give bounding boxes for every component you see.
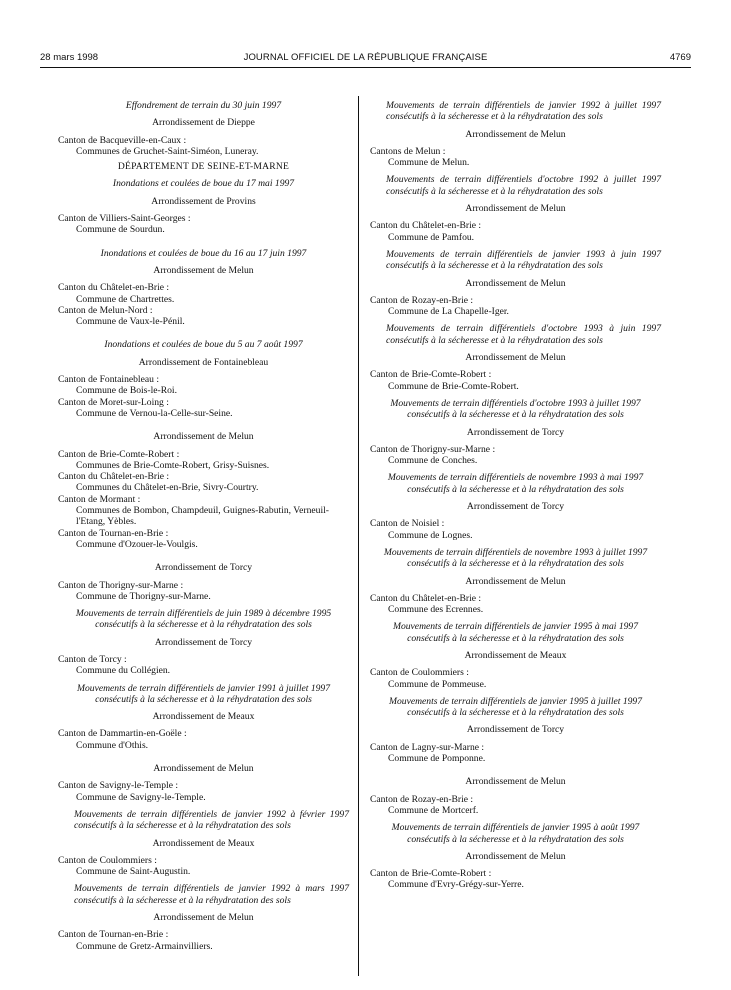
arrondissement-label: Arrondissement de Melun (465, 277, 566, 289)
section-heading: Mouvements de terrain différentiels de janvier 1993 à juin 1997 consécutifs à la sécheresse et à la réhydratation des sols (386, 248, 661, 272)
header-title: JOURNAL OFFICIEL DE LA RÉPUBLIQUE FRANÇAISE (243, 52, 488, 63)
arrondissement-label: Arrondissement de Meaux (464, 649, 567, 661)
canton-line: Canton du Châtelet-en-Brie : (370, 220, 482, 232)
section-heading: Mouvements de terrain différentiels de janvier 1995 à août 1997 consécutifs à la sécheresse et à la réhydratation des sols (391, 822, 640, 845)
commune-line: Commune de Vernou-la-Celle-sur-Seine. (76, 407, 233, 419)
arrondissement-label: Arrondissement de Melun (465, 128, 566, 140)
arrondissement-label: Arrondissement de Dieppe (152, 117, 255, 129)
canton-line: Canton de Villiers-Saint-Georges : (58, 213, 191, 225)
canton-line: Canton de Rozay-en-Brie : (370, 793, 474, 805)
canton-line: Canton de Dammartin-en-Goële : (58, 728, 187, 740)
arrondissement-label: Arrondissement de Provins (151, 195, 256, 207)
arrondissement-label: Arrondissement de Melun (465, 575, 566, 587)
section-heading: Mouvements de terrain différentiels d'octobre 1993 à juin 1997 consécutifs à la sécheresse et à la réhydratation des sols (386, 323, 661, 346)
canton-line: Canton de Bacqueville-en-Caux : (58, 134, 187, 146)
commune-line: Commune du Collégien. (76, 665, 171, 677)
spacer (58, 751, 349, 757)
spacer (58, 550, 349, 556)
section-heading: Mouvements de terrain différentiels de novembre 1993 à mai 1997 consécutifs à la sécheresse et à la réhydratation des sols (387, 472, 644, 495)
commune-line: Commune de Bois-le-Roi. (76, 385, 177, 397)
canton-line: Canton de Fontainebleau : (58, 374, 159, 386)
arrondissement-label: Arrondissement de Melun (465, 203, 566, 215)
commune-line: Commune d'Othis. (76, 739, 149, 751)
section-heading: Mouvements de terrain différentiels de janvier 1991 à juillet 1997 consécutifs à la sécheresse et à la réhydratation des sols (76, 682, 331, 705)
canton-line: Canton de Thorigny-sur-Marne : (370, 443, 496, 455)
arrondissement-label: Arrondissement de Melun (153, 431, 254, 443)
canton-line: Canton de Torcy : (58, 653, 127, 665)
commune-line: Commune de La Chapelle-Iger. (388, 306, 509, 318)
commune-line: Commune des Ecrennes. (388, 604, 484, 616)
header-rule (40, 67, 691, 68)
canton-line: Canton de Lagny-sur-Marne : (370, 741, 485, 753)
arrondissement-label: Arrondissement de Torcy (154, 636, 253, 648)
section-heading: Mouvements de terrain différentiels d'octobre 1992 à juillet 1997 consécutifs à la sécheresse et à la réhydratation des sols (386, 174, 661, 197)
department-title: DÉPARTEMENT DE SEINE-ET-MARNE (117, 161, 290, 173)
canton-line: Canton du Châtelet-en-Brie : (370, 592, 482, 604)
canton-line: Canton du Châtelet-en-Brie : (58, 471, 170, 483)
canton-line: Cantons de Melun : (370, 145, 446, 157)
arrondissement-label: Arrondissement de Melun (465, 850, 566, 862)
section-heading: Inondations et coulées de boue du 16 au 17 juin 1997 (100, 247, 307, 259)
commune-line: Commune de Pommeuse. (388, 678, 487, 690)
arrondissement-label: Arrondissement de Meaux (152, 837, 255, 849)
spacer (58, 327, 349, 339)
commune-line: Commune de Mortcerf. (388, 804, 479, 816)
arrondissement-label: Arrondissement de Melun (465, 352, 566, 364)
canton-line: Canton de Brie-Comte-Robert : (370, 868, 492, 880)
commune-line: Communes du Châtelet-en-Brie, Sivry-Courtry. (76, 482, 259, 494)
commune-line: Communes de Gruchet-Saint-Siméon, Luneray. (76, 145, 259, 157)
commune-line: Commune de Sourdun. (76, 224, 165, 236)
commune-line: Commune de Lognes. (388, 529, 473, 541)
arrondissement-label: Arrondissement de Torcy (154, 562, 253, 574)
arrondissement-label: Arrondissement de Melun (153, 264, 254, 276)
section-heading: Mouvements de terrain différentiels de janvier 1992 à février 1997 consécutifs à la sécheresse et à la réhydratation des sols (74, 808, 349, 832)
right-column (370, 100, 661, 891)
canton-line: Canton de Tournan-en-Brie : (58, 527, 169, 539)
canton-line: Canton de Rozay-en-Brie : (370, 294, 474, 306)
header-page-number: 4769 (669, 52, 691, 63)
section-heading: Mouvements de terrain différentiels de janvier 1992 à mars 1997 consécutifs à la sécheresse et à la réhydratation des sols (74, 883, 349, 906)
section-heading: Inondations et coulées de boue du 5 au 7 août 1997 (104, 339, 303, 351)
arrondissement-label: Arrondissement de Melun (153, 912, 254, 924)
section-heading: Mouvements de terrain différentiels de janvier 1992 à juillet 1997 consécutifs à la sécheresse et à la réhydratation des sols (386, 100, 661, 123)
commune-line: Commune de Saint-Augustin. (76, 866, 191, 878)
arrondissement-label: Arrondissement de Torcy (466, 426, 565, 438)
canton-line: Canton de Thorigny-sur-Marne : (58, 579, 184, 591)
canton-line: Canton de Melun-Nord : (58, 304, 153, 316)
commune-line: Commune de Chartrettes. (76, 293, 175, 305)
commune-line: Communes de Brie-Comte-Robert, Grisy-Suisnes. (76, 459, 270, 471)
arrondissement-label: Arrondissement de Torcy (466, 724, 565, 736)
canton-line: Canton de Brie-Comte-Robert : (370, 369, 492, 381)
arrondissement-label: Arrondissement de Melun (153, 763, 254, 775)
spacer (58, 419, 349, 425)
commune-line: Commune de Melun. (388, 157, 470, 169)
column-divider (358, 96, 359, 976)
header-date: 28 mars 1998 (40, 52, 99, 63)
commune-line: Commune de Conches. (388, 455, 478, 467)
canton-line: Canton de Mormant : (58, 493, 141, 505)
commune-line: Commune de Brie-Comte-Robert. (388, 380, 519, 392)
section-heading: Mouvements de terrain différentiels de janvier 1995 à mai 1997 consécutifs à la sécheresse et à la réhydratation des sols (392, 621, 639, 644)
commune-line: Commune de Savigny-le-Temple. (76, 791, 206, 803)
arrondissement-label: Arrondissement de Fontainebleau (138, 356, 269, 368)
commune-line: Commune de Gretz-Armainvilliers. (76, 940, 213, 952)
arrondissement-label: Arrondissement de Melun (465, 776, 566, 788)
section-heading: Inondations et coulées de boue du 17 mai 1997 (112, 178, 295, 190)
canton-line: Canton de Brie-Comte-Robert : (58, 448, 180, 460)
section-heading: Mouvements de terrain différentiels de juin 1989 à décembre 1995 consécutifs à la sécheresse et à la réhydratation des sols (75, 608, 332, 631)
spacer (58, 236, 349, 248)
left-column (58, 100, 349, 952)
canton-line: Canton de Savigny-le-Temple : (58, 780, 179, 792)
commune-line: Commune de Pomponne. (388, 753, 486, 765)
section-heading: Mouvements de terrain différentiels de janvier 1995 à juillet 1997 consécutifs à la sécheresse et à la réhydratation des sols (388, 695, 643, 719)
canton-line: Canton de Coulommiers : (58, 854, 157, 866)
canton-line: Canton du Châtelet-en-Brie : (58, 282, 170, 294)
section-heading: Mouvements de terrain différentiels d'octobre 1993 à juillet 1997 consécutifs à la sécheresse et à la réhydratation des sols (390, 397, 641, 421)
section-heading: Mouvements de terrain différentiels de novembre 1993 à juillet 1997 consécutifs à la sécheresse et à la réhydratation des sols (383, 546, 648, 570)
canton-line: Canton de Moret-sur-Loing : (58, 396, 169, 408)
canton-line: Canton de Noisiel : (370, 518, 445, 530)
section-heading: Effondrement de terrain du 30 juin 1997 (125, 100, 282, 111)
commune-line: Communes de Bombon, Champdeuil, Guignes-Rabutin, Verneuil-l'Etang, Yèbles. (76, 505, 329, 528)
arrondissement-label: Arrondissement de Torcy (466, 501, 565, 513)
commune-line: Commune de Pamfou. (388, 231, 475, 243)
commune-line: Commune d'Evry-Grégy-sur-Yerre. (388, 879, 524, 891)
commune-line: Commune de Vaux-le-Pénil. (76, 316, 185, 328)
spacer (370, 764, 661, 770)
commune-line: Commune d'Ozouer-le-Voulgis. (76, 538, 198, 550)
canton-line: Canton de Coulommiers : (370, 667, 469, 679)
arrondissement-label: Arrondissement de Meaux (152, 711, 255, 723)
commune-line: Commune de Thorigny-sur-Marne. (76, 590, 211, 602)
canton-line: Canton de Tournan-en-Brie : (58, 929, 169, 941)
